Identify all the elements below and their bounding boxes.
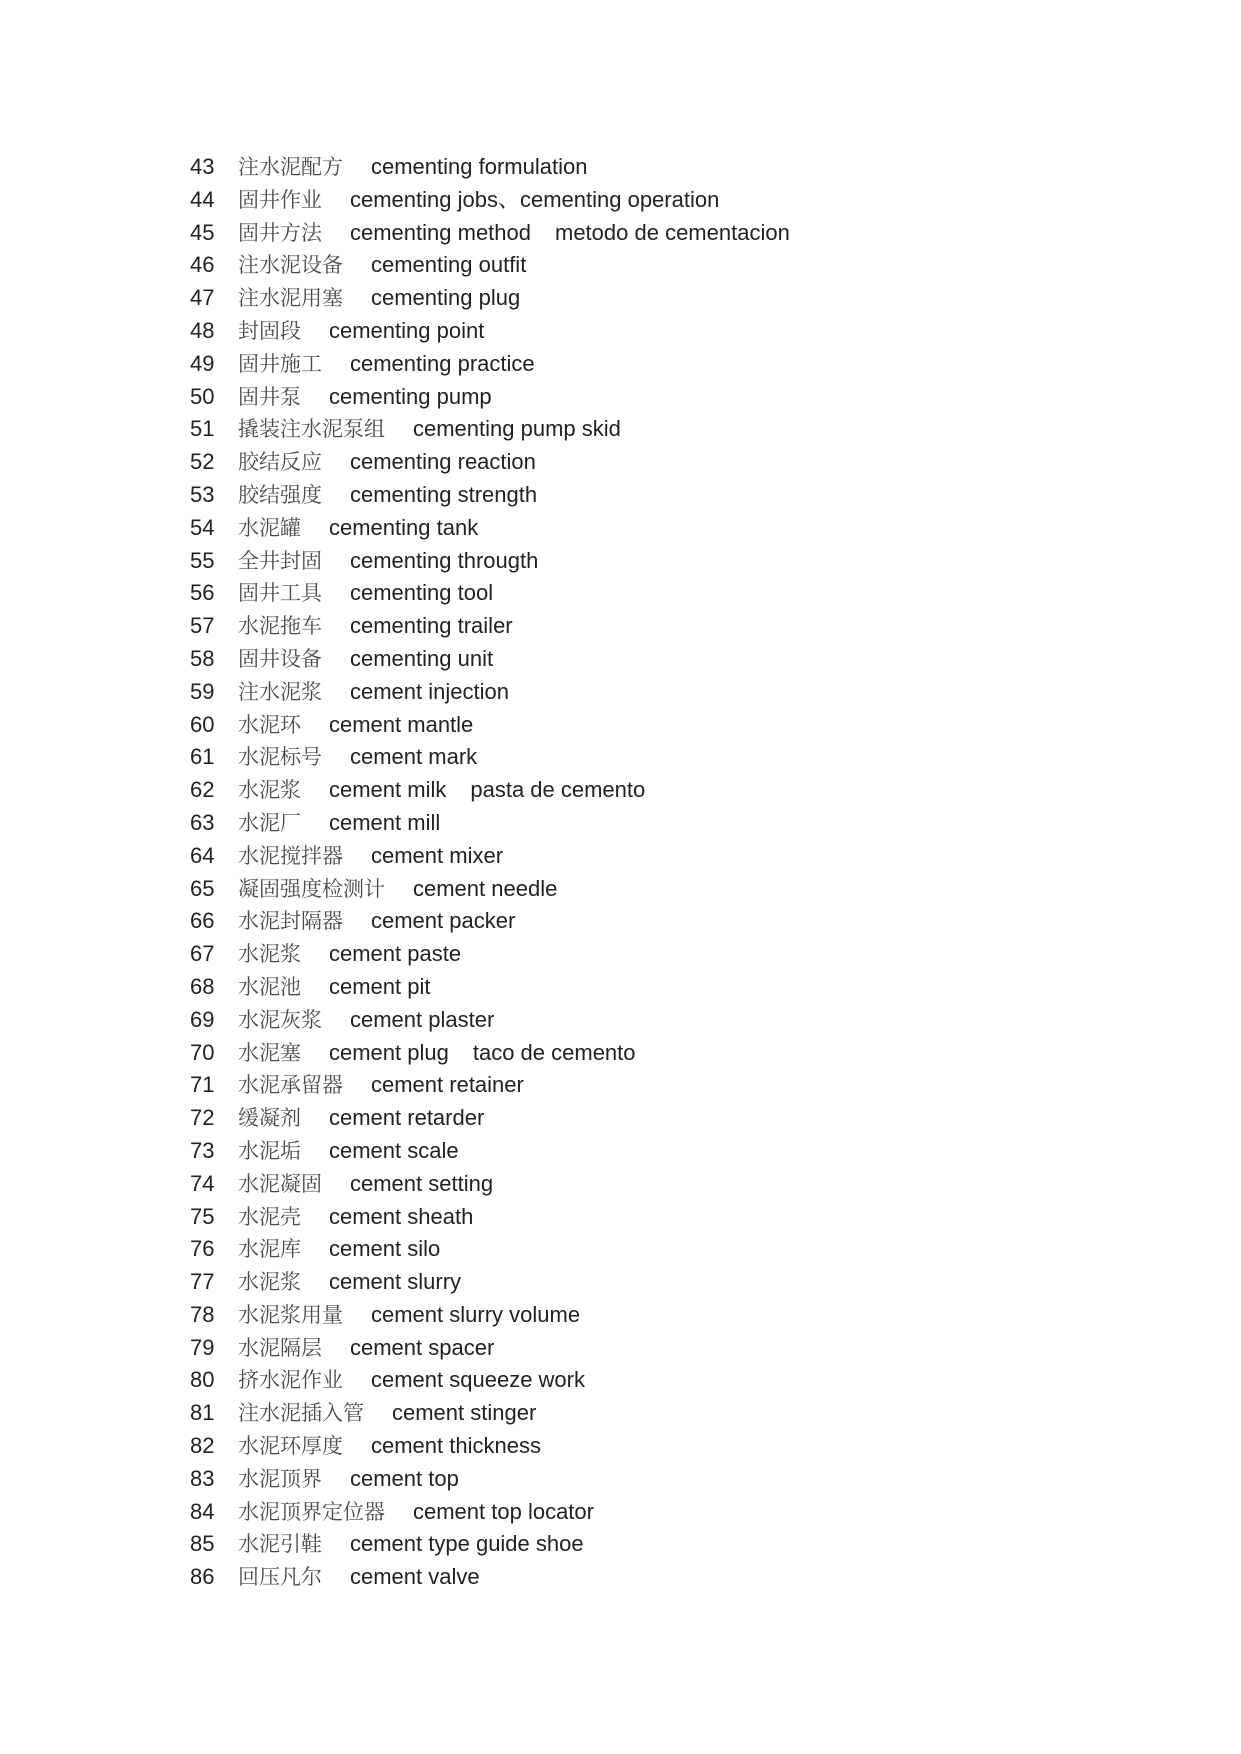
term-spanish: metodo de cementacion bbox=[555, 219, 790, 245]
term-number: 57 bbox=[190, 613, 215, 639]
term-english: cementing jobs、cementing operation bbox=[350, 186, 720, 212]
term-row bbox=[190, 1102, 1150, 1135]
term-row bbox=[190, 348, 1150, 381]
term-row bbox=[190, 709, 1150, 742]
term-chinese: 水泥浆 bbox=[238, 942, 301, 967]
term-number: 46 bbox=[190, 252, 215, 278]
term-row bbox=[190, 577, 1150, 610]
term-english: cement thickness bbox=[371, 1433, 541, 1459]
term-english: cementing througth bbox=[350, 547, 539, 573]
term-english: cement top locator bbox=[413, 1498, 594, 1524]
term-number: 52 bbox=[190, 449, 215, 475]
term-number: 47 bbox=[190, 285, 215, 311]
term-number: 67 bbox=[190, 941, 215, 967]
term-row bbox=[190, 217, 1150, 250]
term-english: cement milk bbox=[329, 777, 447, 803]
term-chinese: 水泥环 bbox=[238, 712, 301, 737]
term-chinese: 注水泥用塞 bbox=[238, 286, 343, 311]
term-english: cement sheath bbox=[329, 1203, 474, 1229]
term-chinese: 注水泥配方 bbox=[238, 155, 343, 179]
term-english: cementing pump bbox=[329, 383, 492, 409]
term-english: cement scale bbox=[329, 1137, 459, 1163]
term-number: 63 bbox=[190, 809, 215, 835]
term-english: cement retainer bbox=[371, 1072, 524, 1098]
term-english: cement paste bbox=[329, 941, 462, 967]
term-number: 83 bbox=[190, 1465, 215, 1491]
term-row bbox=[190, 151, 1150, 184]
term-row bbox=[190, 1463, 1150, 1496]
term-row bbox=[190, 282, 1150, 315]
term-row bbox=[190, 1266, 1150, 1299]
term-english: cementing plug bbox=[371, 285, 521, 311]
term-number: 56 bbox=[190, 580, 215, 606]
term-chinese: 水泥浆 bbox=[238, 1270, 301, 1295]
term-english: cement packer bbox=[371, 908, 516, 934]
term-row bbox=[190, 479, 1150, 512]
term-row bbox=[190, 938, 1150, 971]
term-row bbox=[190, 1201, 1150, 1234]
term-number: 77 bbox=[190, 1269, 215, 1295]
term-english: cement squeeze work bbox=[371, 1367, 585, 1393]
term-number: 64 bbox=[190, 842, 215, 868]
term-row bbox=[190, 1135, 1150, 1168]
term-english: cementing tool bbox=[350, 580, 494, 606]
term-english: cement mark bbox=[350, 744, 478, 770]
term-chinese: 封固段 bbox=[238, 318, 301, 343]
term-number: 80 bbox=[190, 1367, 215, 1393]
term-chinese: 水泥标号 bbox=[238, 745, 322, 770]
term-number: 68 bbox=[190, 973, 215, 999]
term-english: cement retarder bbox=[329, 1105, 485, 1131]
term-row bbox=[190, 676, 1150, 709]
term-chinese: 挤水泥作业 bbox=[238, 1368, 343, 1393]
term-row bbox=[190, 381, 1150, 414]
term-number: 70 bbox=[190, 1039, 215, 1065]
term-number: 72 bbox=[190, 1105, 215, 1131]
term-number: 61 bbox=[190, 744, 215, 770]
term-row bbox=[190, 1528, 1150, 1561]
term-number: 43 bbox=[190, 154, 215, 179]
term-chinese: 水泥环厚度 bbox=[238, 1434, 343, 1459]
term-english: cement needle bbox=[413, 875, 558, 901]
term-chinese: 水泥承留器 bbox=[238, 1073, 343, 1098]
term-chinese: 撬装注水泥泵组 bbox=[238, 417, 385, 442]
term-english: cementing tank bbox=[329, 514, 479, 540]
term-chinese: 全井封固 bbox=[238, 548, 322, 573]
term-chinese: 凝固强度检测计 bbox=[238, 876, 385, 901]
term-chinese: 固井泵 bbox=[238, 384, 301, 409]
term-row bbox=[190, 643, 1150, 676]
term-row bbox=[190, 1364, 1150, 1397]
term-english: cementing pump skid bbox=[413, 416, 621, 442]
term-english: cementing unit bbox=[350, 645, 494, 671]
term-english: cementing reaction bbox=[350, 449, 536, 475]
term-row bbox=[190, 905, 1150, 938]
glossary-term-list bbox=[190, 151, 1150, 1594]
term-chinese: 水泥灰浆 bbox=[238, 1007, 322, 1032]
term-row bbox=[190, 545, 1150, 578]
term-english: cement mixer bbox=[371, 842, 504, 868]
term-english: cementing outfit bbox=[371, 252, 527, 278]
term-row bbox=[190, 1397, 1150, 1430]
term-chinese: 固井作业 bbox=[238, 187, 322, 212]
term-chinese: 注水泥浆 bbox=[238, 679, 322, 704]
term-number: 59 bbox=[190, 678, 215, 704]
term-chinese: 固井施工 bbox=[238, 351, 322, 376]
term-english: cementing strength bbox=[350, 481, 538, 507]
term-row bbox=[190, 873, 1150, 906]
term-row bbox=[190, 1233, 1150, 1266]
term-row bbox=[190, 1037, 1150, 1070]
term-chinese: 水泥厂 bbox=[238, 810, 301, 835]
term-number: 82 bbox=[190, 1433, 215, 1459]
term-row bbox=[190, 413, 1150, 446]
term-number: 54 bbox=[190, 514, 215, 540]
term-english: cement valve bbox=[350, 1564, 480, 1590]
term-english: cementing formulation bbox=[371, 154, 588, 179]
term-english: cement type guide shoe bbox=[350, 1531, 584, 1557]
term-row bbox=[190, 1069, 1150, 1102]
term-english: cement mill bbox=[329, 809, 441, 835]
term-row bbox=[190, 512, 1150, 545]
term-chinese: 水泥塞 bbox=[238, 1040, 301, 1065]
term-chinese: 缓凝剂 bbox=[238, 1106, 301, 1131]
term-chinese: 固井工具 bbox=[238, 581, 322, 606]
term-number: 55 bbox=[190, 547, 215, 573]
term-number: 44 bbox=[190, 186, 215, 212]
term-row bbox=[190, 1430, 1150, 1463]
term-english: cement top bbox=[350, 1465, 459, 1491]
term-chinese: 水泥顶界定位器 bbox=[238, 1499, 385, 1524]
term-number: 53 bbox=[190, 481, 215, 507]
term-row bbox=[190, 1299, 1150, 1332]
term-number: 75 bbox=[190, 1203, 215, 1229]
term-number: 51 bbox=[190, 416, 215, 442]
term-row bbox=[190, 807, 1150, 840]
term-number: 74 bbox=[190, 1170, 215, 1196]
term-row bbox=[190, 1004, 1150, 1037]
term-english: cement setting bbox=[350, 1170, 494, 1196]
term-number: 81 bbox=[190, 1400, 215, 1426]
term-chinese: 水泥浆 bbox=[238, 778, 301, 803]
term-number: 45 bbox=[190, 219, 215, 245]
term-row bbox=[190, 1561, 1150, 1594]
term-chinese: 水泥搅拌器 bbox=[238, 843, 343, 868]
term-english: cement plaster bbox=[350, 1006, 495, 1032]
term-chinese: 固井设备 bbox=[238, 646, 322, 671]
term-chinese: 水泥封隔器 bbox=[238, 909, 343, 934]
term-number: 62 bbox=[190, 777, 215, 803]
term-number: 66 bbox=[190, 908, 215, 934]
term-chinese: 固井方法 bbox=[238, 220, 322, 245]
term-chinese: 水泥引鞋 bbox=[238, 1532, 322, 1557]
term-chinese: 水泥壳 bbox=[238, 1204, 301, 1229]
term-chinese: 水泥凝固 bbox=[238, 1171, 322, 1196]
term-number: 49 bbox=[190, 350, 215, 376]
term-number: 84 bbox=[190, 1498, 215, 1524]
term-row bbox=[190, 249, 1150, 282]
term-english: cement spacer bbox=[350, 1334, 495, 1360]
term-row bbox=[190, 741, 1150, 774]
term-english: cement slurry volume bbox=[371, 1301, 581, 1327]
term-english: cementing practice bbox=[350, 350, 535, 376]
term-number: 78 bbox=[190, 1301, 215, 1327]
term-number: 48 bbox=[190, 317, 215, 343]
term-spanish: pasta de cemento bbox=[470, 777, 646, 803]
term-chinese: 水泥浆用量 bbox=[238, 1302, 343, 1327]
term-number: 71 bbox=[190, 1072, 215, 1098]
term-number: 65 bbox=[190, 875, 215, 901]
term-chinese: 水泥拖车 bbox=[238, 614, 322, 639]
term-row bbox=[190, 971, 1150, 1004]
term-row bbox=[190, 184, 1150, 217]
term-number: 60 bbox=[190, 711, 215, 737]
term-chinese: 水泥罐 bbox=[238, 515, 301, 540]
term-row bbox=[190, 315, 1150, 348]
term-number: 76 bbox=[190, 1236, 215, 1262]
term-english: cement pit bbox=[329, 973, 431, 999]
term-number: 86 bbox=[190, 1564, 215, 1590]
term-chinese: 水泥池 bbox=[238, 974, 301, 999]
term-number: 85 bbox=[190, 1531, 215, 1557]
term-english: cementing method bbox=[350, 219, 531, 245]
term-row bbox=[190, 1496, 1150, 1529]
term-english: cement injection bbox=[350, 678, 509, 704]
term-row bbox=[190, 774, 1150, 807]
term-english: cement plug bbox=[329, 1039, 449, 1065]
term-english: cement slurry bbox=[329, 1269, 462, 1295]
term-english: cement mantle bbox=[329, 711, 474, 737]
term-english: cement silo bbox=[329, 1236, 441, 1262]
term-chinese: 回压凡尔 bbox=[238, 1565, 322, 1590]
term-row bbox=[190, 1168, 1150, 1201]
term-english: cement stinger bbox=[392, 1400, 537, 1426]
term-english: cementing point bbox=[329, 317, 485, 343]
term-chinese: 水泥顶界 bbox=[238, 1466, 322, 1491]
term-row bbox=[190, 446, 1150, 479]
term-chinese: 胶结强度 bbox=[238, 482, 322, 507]
term-number: 73 bbox=[190, 1137, 215, 1163]
term-number: 58 bbox=[190, 645, 215, 671]
term-row bbox=[190, 1332, 1150, 1365]
term-english: cementing trailer bbox=[350, 613, 513, 639]
term-number: 50 bbox=[190, 383, 215, 409]
term-chinese: 注水泥插入管 bbox=[238, 1401, 364, 1426]
term-number: 69 bbox=[190, 1006, 215, 1032]
term-row bbox=[190, 610, 1150, 643]
term-chinese: 水泥隔层 bbox=[238, 1335, 322, 1360]
term-row bbox=[190, 840, 1150, 873]
term-chinese: 胶结反应 bbox=[238, 450, 322, 475]
term-spanish: taco de cemento bbox=[472, 1039, 636, 1065]
term-number: 79 bbox=[190, 1334, 215, 1360]
term-chinese: 注水泥设备 bbox=[238, 253, 343, 278]
term-chinese: 水泥垢 bbox=[238, 1138, 301, 1163]
term-chinese: 水泥库 bbox=[238, 1237, 301, 1262]
